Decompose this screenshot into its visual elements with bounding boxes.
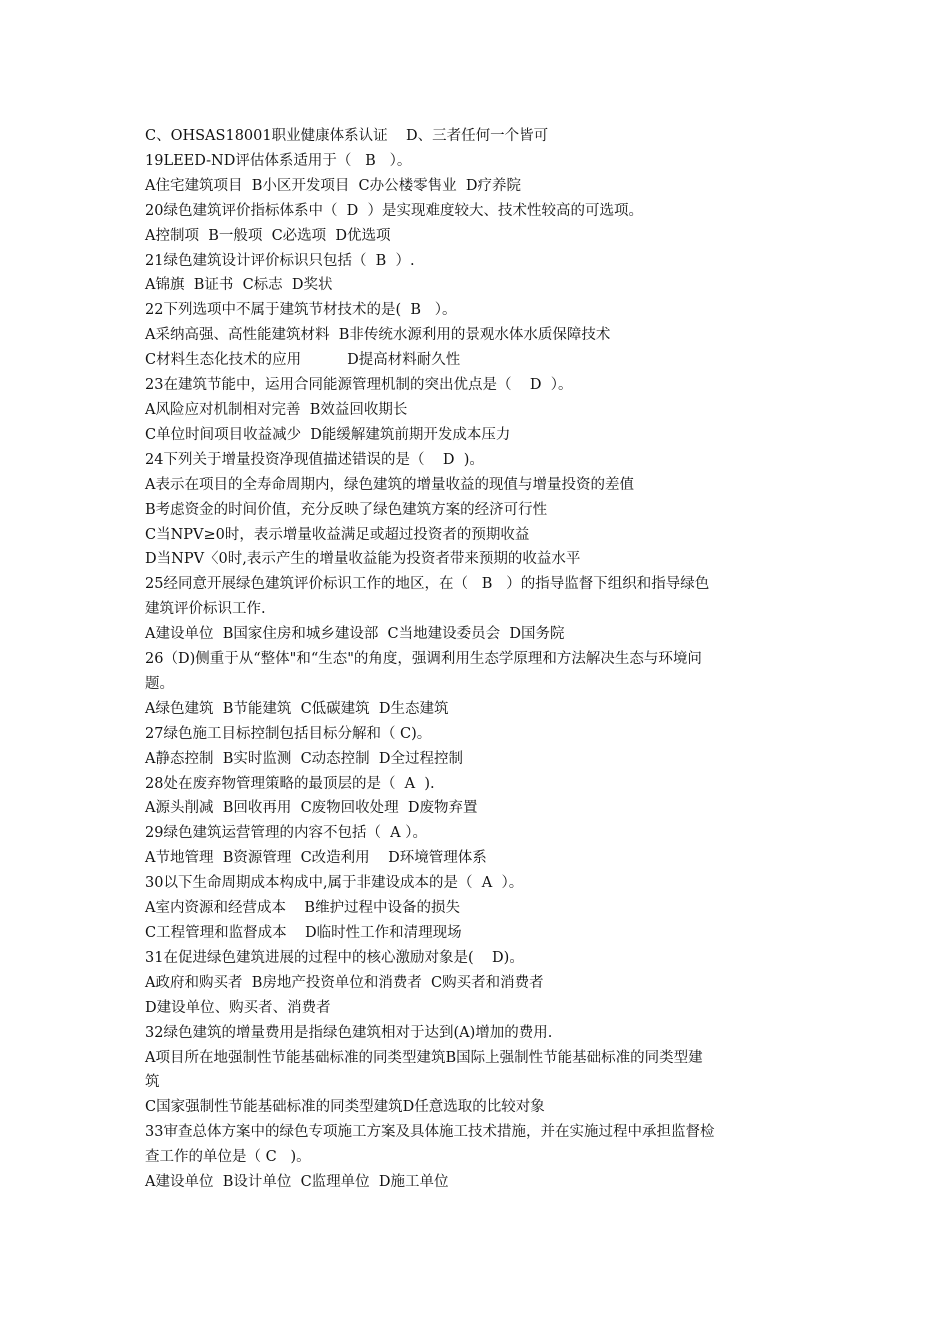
document-body	[145, 124, 815, 1195]
options-30: C工程管理和监督成本 D临时性工作和清理现场	[145, 925, 462, 941]
options-30: A室内资源和经营成本 B维护过程中设备的损失	[145, 900, 461, 917]
options-24: B考虑资金的时间价值，充分反映了绿色建筑方案的经济可行性	[145, 501, 548, 518]
options-24: A表示在项目的全寿命周期内，绿色建筑的增量收益的现值与增量投资的差值	[145, 476, 634, 493]
question-25: 25经同意开展绿色建筑评价标识工作的地区，在（ B ）的指导监督下组织和指导绿色	[145, 576, 710, 593]
question-20: 20绿色建筑评价指标体系中（ D ）是实现难度较大、技术性较高的可选项。	[145, 202, 644, 219]
options-26: A绿色建筑 B节能建筑 C低碳建筑 D生态建筑	[145, 700, 449, 717]
question-25: 建筑评价标识工作.	[145, 601, 266, 618]
options-33: A建设单位 B设计单位 C监理单位 D施工单位	[145, 1174, 449, 1191]
options-22: A采纳高强、高性能建筑材料 B非传统水源利用的景观水体水质保障技术	[145, 327, 611, 344]
options-22: C材料生态化技术的应用 D提高材料耐久性	[145, 352, 461, 369]
question-23: 23在建筑节能中，运用合同能源管理机制的突出优点是（ D ）。	[145, 377, 573, 394]
question-21: 21绿色建筑设计评价标识只包括（ B ）.	[145, 252, 415, 269]
options-31: D建设单位、购买者、消费者	[145, 999, 331, 1016]
question-26: 26（D)侧重于从“整体"和“生态"的角度，强调利用生态学原理和方法解决生态与环境问	[145, 651, 702, 668]
options-28: A源头削减 B回收再用 C废物回收处理 D废物弃置	[145, 800, 478, 817]
question-24: 24下列关于增量投资净现值描述错误的是（ D )。	[145, 451, 484, 468]
options-27: A静态控制 B实时监测 C动态控制 D全过程控制	[145, 750, 464, 767]
question-31: 31在促进绿色建筑进展的过程中的核心激励对象是( D)。	[145, 949, 524, 966]
options-20: A控制项 B一般项 C必选项 D优选项	[145, 227, 391, 244]
options-25: A建设单位 B国家住房和城乡建设部 C当地建设委员会 D国务院	[145, 626, 565, 643]
question-30: 30以下生命周期成本构成中,属于非建设成本的是（ A ）。	[145, 875, 524, 892]
options-21: A锦旗 B证书 C标志 D奖状	[145, 277, 333, 294]
question-26: 题。	[145, 675, 174, 692]
question-33: 查工作的单位是（ C )。	[145, 1149, 311, 1166]
options-23: A风险应对机制相对完善 B效益回收期长	[145, 401, 408, 418]
options-32: C国家强制性节能基础标准的同类型建筑D任意选取的比较对象	[145, 1099, 545, 1116]
question-22: 22下列选项中不属于建筑节材技术的是( B ）。	[145, 302, 457, 319]
text-line: C、OHSAS18001职业健康体系认证 D、三者任何一个皆可	[145, 128, 549, 144]
question-29: 29绿色建筑运营管理的内容不包括（ A ）。	[145, 825, 427, 842]
options-24: D当NPV〈0时,表示产生的增量收益能为投资者带来预期的收益水平	[145, 551, 581, 568]
options-23: C单位时间项目收益减少 D能缓解建筑前期开发成本压力	[145, 426, 511, 443]
options-31: A政府和购买者 B房地产投资单位和消费者 C购买者和消费者	[145, 974, 544, 991]
options-24: C当NPV≥0时，表示增量收益满足或超过投资者的预期收益	[145, 526, 530, 543]
question-33: 33审查总体方案中的绿色专项施工方案及具体施工技术措施，并在实施过程中承担监督检	[145, 1124, 715, 1141]
options-32: A项目所在地强制性节能基础标准的同类型建筑B国际上强制性节能基础标准的同类型建	[145, 1049, 703, 1066]
question-32: 32绿色建筑的增量费用是指绿色建筑相对于达到(A)增加的费用.	[145, 1024, 553, 1041]
question-27: 27绿色施工目标控制包括目标分解和（ C)。	[145, 725, 432, 742]
question-19: 19LEED-ND评估体系适用于（ B ）。	[145, 152, 412, 169]
question-28: 28处在废弃物管理策略的最顶层的是（ A ).	[145, 775, 435, 792]
options-29: A节地管理 B资源管理 C改造利用 D环境管理体系	[145, 850, 487, 867]
options-32: 筑	[145, 1074, 160, 1091]
options-19: A住宅建筑项目 B小区开发项目 C办公楼零售业 D疗养院	[145, 177, 521, 194]
